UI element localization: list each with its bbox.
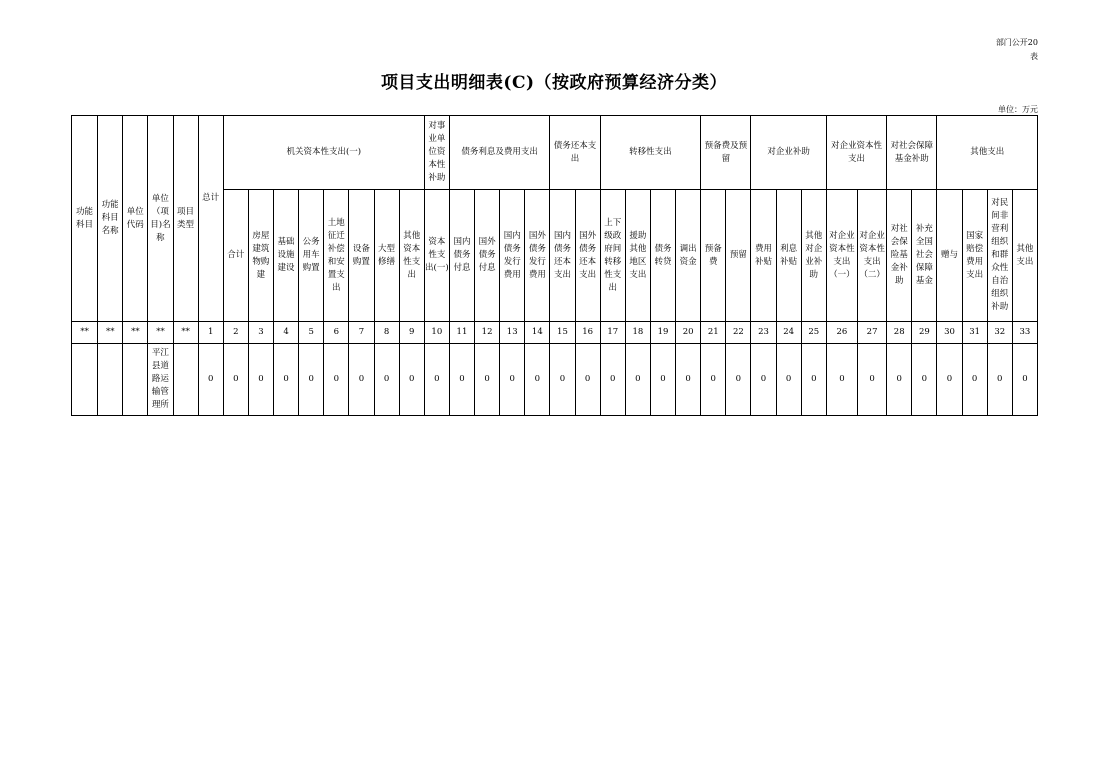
sub-header: 对企业资本性支出（二） — [858, 190, 887, 322]
index-cell: 21 — [701, 322, 726, 344]
index-cell: 3 — [248, 322, 273, 344]
index-cell: 25 — [801, 322, 826, 344]
sub-header: 赠与 — [937, 190, 962, 322]
value-cell: 0 — [575, 344, 600, 416]
index-cell: 9 — [399, 322, 424, 344]
index-cell: 10 — [424, 322, 449, 344]
sub-header: 其他对企业补助 — [801, 190, 826, 322]
value-cell: 0 — [500, 344, 525, 416]
index-cell: 2 — [223, 322, 248, 344]
value-cell: 0 — [475, 344, 500, 416]
value-cell: 0 — [676, 344, 701, 416]
value-cell: 0 — [858, 344, 887, 416]
sub-header: 援助其他地区支出 — [625, 190, 650, 322]
sub-header: 上下级政府间转移性支出 — [600, 190, 625, 322]
value-cell: 0 — [550, 344, 575, 416]
index-cell: 8 — [374, 322, 399, 344]
value-cell: 0 — [987, 344, 1012, 416]
col-total: 总计 — [198, 116, 223, 322]
value-cell: 0 — [650, 344, 675, 416]
sub-header: 对社会保险基金补助 — [887, 190, 912, 322]
group-header: 对社会保障基金补助 — [887, 116, 937, 190]
index-cell: ** — [148, 322, 173, 344]
project-type-cell — [173, 344, 198, 416]
index-cell: ** — [123, 322, 148, 344]
sub-header: 其他支出 — [1012, 190, 1037, 322]
value-cell: 0 — [937, 344, 962, 416]
value-cell: 0 — [399, 344, 424, 416]
col-func-code: 功能科目 — [72, 116, 98, 322]
sub-header: 房屋建筑物购建 — [248, 190, 273, 322]
group-header: 对企业资本性支出 — [826, 116, 886, 190]
sub-header: 合计 — [223, 190, 248, 322]
sub-header: 调出资金 — [676, 190, 701, 322]
index-cell: 30 — [937, 322, 962, 344]
value-cell: 0 — [248, 344, 273, 416]
index-cell: 1 — [198, 322, 223, 344]
value-cell: 0 — [751, 344, 776, 416]
value-cell: 0 — [299, 344, 324, 416]
sub-header: 对民间非营利组织和群众性自治组织补助 — [987, 190, 1012, 322]
group-header: 债务还本支出 — [550, 116, 600, 190]
sub-header: 国内债务发行费用 — [500, 190, 525, 322]
index-cell: 14 — [525, 322, 550, 344]
index-cell: 11 — [449, 322, 474, 344]
table-number-line2: 表 — [1030, 52, 1038, 61]
index-cell: 31 — [962, 322, 987, 344]
value-cell: 0 — [223, 344, 248, 416]
sub-header: 补充全国社会保障基金 — [912, 190, 937, 322]
value-cell: 0 — [625, 344, 650, 416]
value-cell: 0 — [324, 344, 349, 416]
col-unit-name: 单位（项目)名称 — [148, 116, 173, 322]
group-header: 对企业补助 — [751, 116, 826, 190]
unit-code-cell — [123, 344, 148, 416]
index-cell: 22 — [726, 322, 751, 344]
index-cell: ** — [72, 322, 98, 344]
expenditure-table — [71, 115, 1038, 416]
index-cell: 4 — [274, 322, 299, 344]
index-cell: 7 — [349, 322, 374, 344]
value-cell: 0 — [887, 344, 912, 416]
group-header-row — [72, 116, 1038, 190]
index-cell: 27 — [858, 322, 887, 344]
table-number-note — [996, 36, 1038, 64]
sub-header: 预备费 — [701, 190, 726, 322]
value-cell: 0 — [912, 344, 937, 416]
index-cell: ** — [98, 322, 123, 344]
value-cell: 0 — [801, 344, 826, 416]
group-header: 债务利息及费用支出 — [449, 116, 550, 190]
value-cell: 0 — [1012, 344, 1037, 416]
index-cell: 20 — [676, 322, 701, 344]
unit-name-cell: 平江县道路运输管理所 — [148, 344, 173, 416]
index-cell: 33 — [1012, 322, 1037, 344]
table-row — [72, 344, 1038, 416]
index-cell: 13 — [500, 322, 525, 344]
index-cell: 24 — [776, 322, 801, 344]
value-cell: 0 — [776, 344, 801, 416]
unit-label: 单位：万元 — [998, 105, 1038, 114]
sub-header: 债务转贷 — [650, 190, 675, 322]
group-header: 对事业单位资本性补助 — [424, 116, 449, 190]
sub-header: 利息补贴 — [776, 190, 801, 322]
page-title: 项目支出明细表(C)（按政府预算经济分类） — [380, 73, 728, 93]
index-cell: 23 — [751, 322, 776, 344]
sub-header: 预留 — [726, 190, 751, 322]
value-cell: 0 — [962, 344, 987, 416]
sub-header: 对企业资本性支出（一） — [826, 190, 857, 322]
sub-header: 公务用车购置 — [299, 190, 324, 322]
col-func-name: 功能科目名称 — [98, 116, 123, 322]
value-cell: 0 — [826, 344, 857, 416]
sub-header: 基础设施建设 — [274, 190, 299, 322]
sub-header: 费用补贴 — [751, 190, 776, 322]
group-header: 转移性支出 — [600, 116, 701, 190]
col-unit-code: 单位代码 — [123, 116, 148, 322]
value-cell: 0 — [424, 344, 449, 416]
sub-header: 国外债务还本支出 — [575, 190, 600, 322]
value-cell: 0 — [525, 344, 550, 416]
index-cell: 17 — [600, 322, 625, 344]
index-cell: 26 — [826, 322, 857, 344]
sub-header: 国外债务发行费用 — [525, 190, 550, 322]
sub-header: 国家赔偿费用支出 — [962, 190, 987, 322]
table-number-line1: 部门公开20 — [995, 38, 1038, 47]
func-name-cell — [98, 344, 123, 416]
group-header: 预备费及预留 — [701, 116, 751, 190]
index-cell: 29 — [912, 322, 937, 344]
index-cell: 28 — [887, 322, 912, 344]
value-cell: 0 — [374, 344, 399, 416]
col-project-type: 项目类型 — [173, 116, 198, 322]
value-cell: 0 — [726, 344, 751, 416]
sub-header: 其他资本性支出 — [399, 190, 424, 322]
index-cell: 18 — [625, 322, 650, 344]
func-code-cell — [72, 344, 98, 416]
index-cell: ** — [173, 322, 198, 344]
index-cell: 32 — [987, 322, 1012, 344]
value-cell: 0 — [600, 344, 625, 416]
index-cell: 12 — [475, 322, 500, 344]
value-cell: 0 — [274, 344, 299, 416]
sub-header: 大型修缮 — [374, 190, 399, 322]
index-cell: 6 — [324, 322, 349, 344]
group-header: 机关资本性支出(一) — [223, 116, 424, 190]
value-cell: 0 — [349, 344, 374, 416]
sub-header: 国外债务付息 — [475, 190, 500, 322]
value-cell: 0 — [198, 344, 223, 416]
index-cell: 15 — [550, 322, 575, 344]
value-cell: 0 — [449, 344, 474, 416]
group-header: 其他支出 — [937, 116, 1038, 190]
index-cell: 19 — [650, 322, 675, 344]
sub-header: 土地征迁补偿和安置支出 — [324, 190, 349, 322]
index-cell: 5 — [299, 322, 324, 344]
sub-header: 资本性支出(一) — [424, 190, 449, 322]
sub-header: 国内债务付息 — [449, 190, 474, 322]
index-cell: 16 — [575, 322, 600, 344]
value-cell: 0 — [701, 344, 726, 416]
index-row — [72, 322, 1038, 344]
sub-header: 设备购置 — [349, 190, 374, 322]
sub-header: 国内债务还本支出 — [550, 190, 575, 322]
